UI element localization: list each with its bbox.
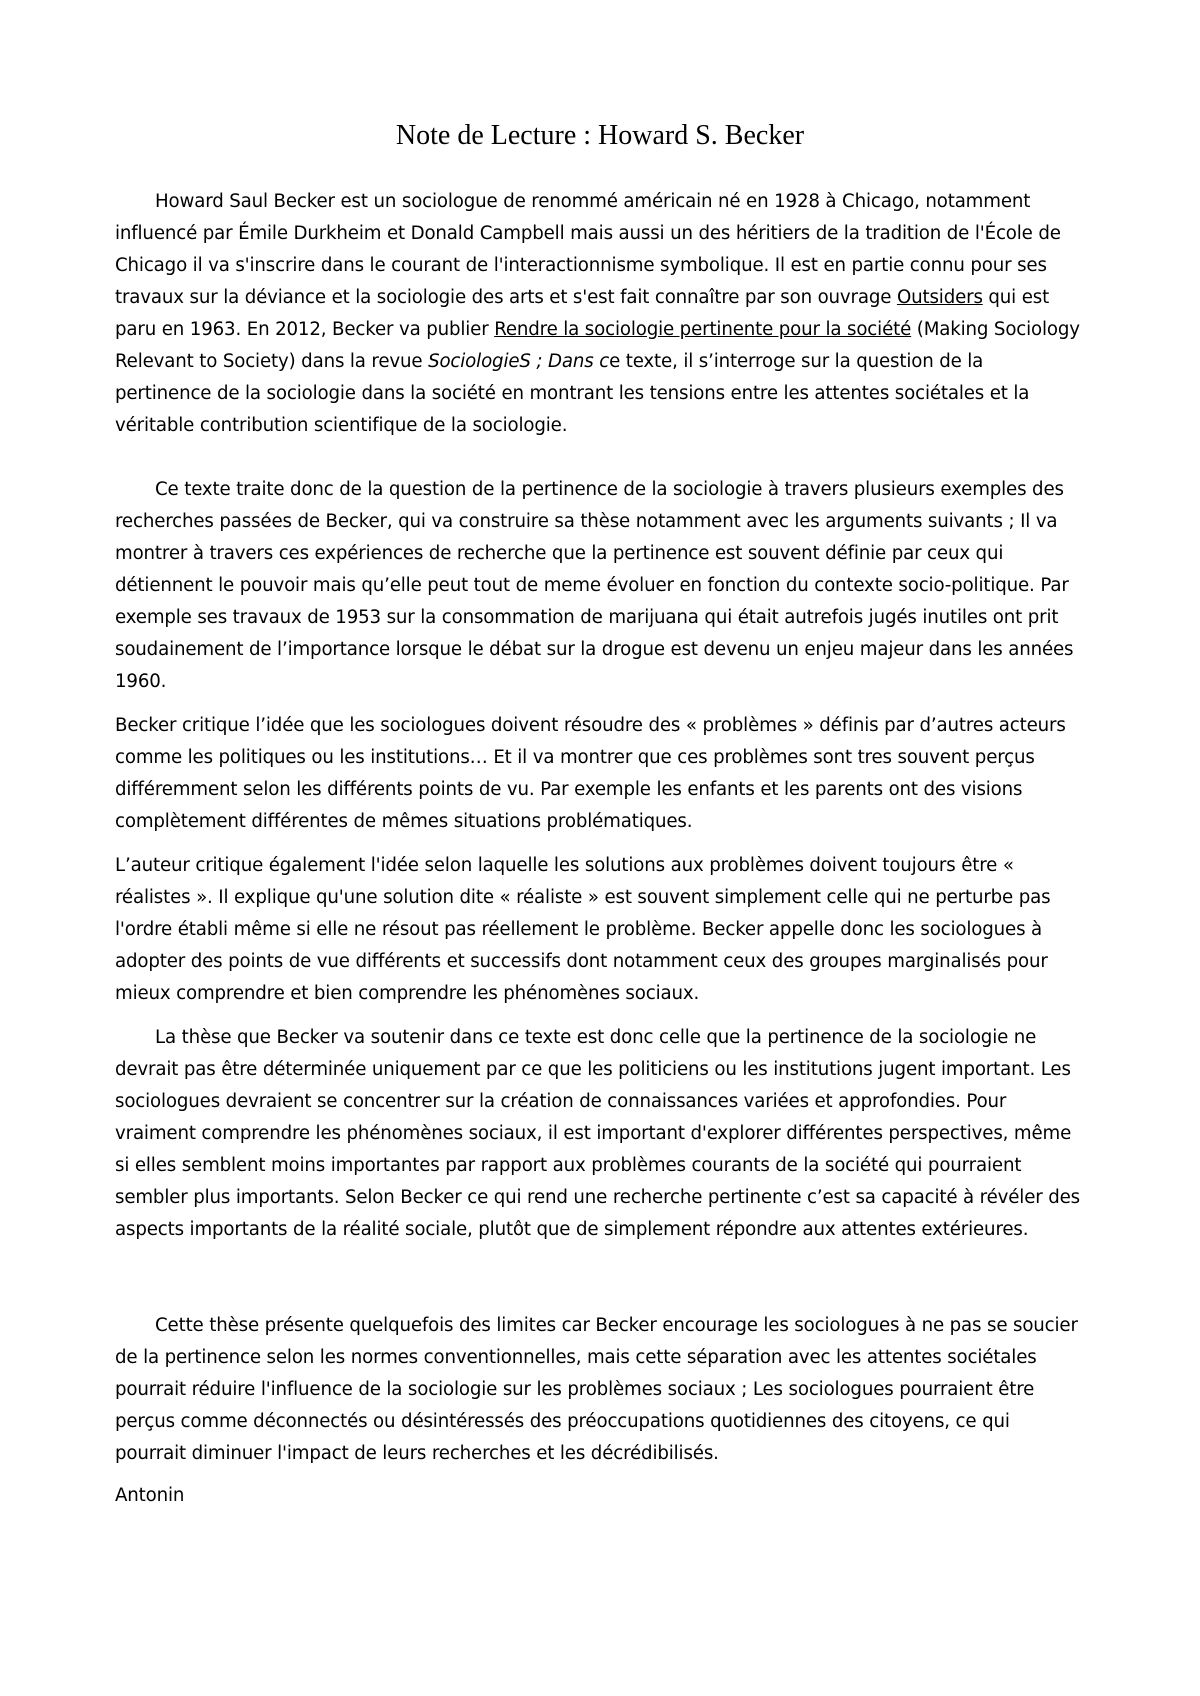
document-title: Note de Lecture : Howard S. Becker bbox=[395, 120, 805, 151]
paragraph-thesis: La thèse que Becker va soutenir dans ce texte est donc celle que la pertinence de la sociologie ne devrait pas être déterminée uniquement par ce que les politiciens ou les institutions jugent important. Les sociologues devraient se concentrer sur la création de connaissances variées et approfondies. Pour vraiment comprendre les phénomènes sociaux, il est important d'explorer différentes perspectives, même si elles semblent moins importantes par rapport aux problèmes courants de la société qui pourraient sembler plus importants. Selon Becker ce qui rend une recherche pertinente c’est sa capacité à révéler des aspects importants de la réalité sociale, plutôt que de simplement répondre aux attentes extérieures. bbox=[115, 1027, 1080, 1240]
paragraph-thesis-overview: Ce texte traite donc de la question de la pertinence de la sociologie à travers plusieurs exemples des recherches passées de Becker, qui va construire sa thèse notamment avec les arguments suivants ; Il va montrer à travers ces expériences de recherche que la pertinence est souvent définie par ceux qui détiennent le pouvoir mais qu’elle peut tout de meme évoluer en fonction du contexte socio-politique. Par exemple ses travaux de 1953 sur la consommation de marijuana qui était autrefois jugés inutiles ont prit soudainement de l’importance lorsque le débat sur la drogue est devenu un enjeu majeur dans les années 1960. bbox=[115, 479, 1074, 692]
paragraph-introduction bbox=[115, 186, 1085, 442]
paragraph-problems-critique: Becker critique l’idée que les sociologues doivent résoudre des « problèmes » définis par d’autres acteurs comme les politiques ou les institutions… Et il va montrer que ces problèmes sont tres souvent perçus différemment selon les différents points de vu. Par exemple les enfants et les parents ont des visions complètement différentes de mêmes situations problématiques. bbox=[115, 715, 1066, 832]
signature: Antonin bbox=[115, 1485, 185, 1506]
document-body bbox=[115, 186, 1085, 1512]
paragraph-introduction-text-c: (Making Sociology Relevant to Society) dans la revue bbox=[115, 319, 1080, 372]
paragraph-introduction-text-d: e texte, il s’interroge sur la question de la pertinence de la sociologie dans la société en montrant les tensions entre les attentes sociétales et la véritable contribution scientifique de la sociologie. bbox=[115, 351, 1030, 436]
paragraph-introduction-text-b: qui est paru en 1963. En 2012, Becker va publier bbox=[115, 287, 1050, 340]
book-title-outsiders: Outsiders bbox=[896, 287, 983, 308]
paragraph-limits: Cette thèse présente quelquefois des limites car Becker encourage les sociologues à ne pas se soucier de la pertinence selon les normes conventionnelles, mais cette séparation avec les attentes sociétales pourrait réduire l'influence de la sociologie sur les problèmes sociaux ; Les sociologues pourraient être perçus comme déconnectés ou désintéressés des préoccupations quotidiennes des citoyens, ce qui pourrait diminuer l'impact de leurs recherches et les décrédibilisés. bbox=[115, 1315, 1078, 1464]
journal-title-sociologies: SociologieS ; Dans c bbox=[428, 351, 610, 372]
paragraph-introduction-text-a: Howard Saul Becker est un sociologue de renommé américain né en 1928 à Chicago, notamment influencé par Émile Durkheim et Donald Campbell mais aussi un des héritiers de la tradition de l'École de Chicago il va s'inscrire dans le courant de l'interactionnisme symbolique. Il est en partie connu pour ses travaux sur la déviance et la sociologie des arts et s'est fait connaître par son ouvrage bbox=[115, 191, 1061, 308]
paragraph-realism-critique: L’auteur critique également l'idée selon laquelle les solutions aux problèmes doivent toujours être « réalistes ». Il explique qu'une solution dite « réaliste » est souvent simplement celle qui ne perturbe pas l'ordre établi même si elle ne résout pas réellement le problème. Becker appelle donc les sociologues à adopter des points de vue différents et successifs dont notamment ceux des groupes marginalisés pour mieux comprendre et bien comprendre les phénomènes sociaux. bbox=[115, 855, 1051, 1004]
article-title-rendre: Rendre la sociologie pertinente pour la société bbox=[494, 319, 912, 340]
